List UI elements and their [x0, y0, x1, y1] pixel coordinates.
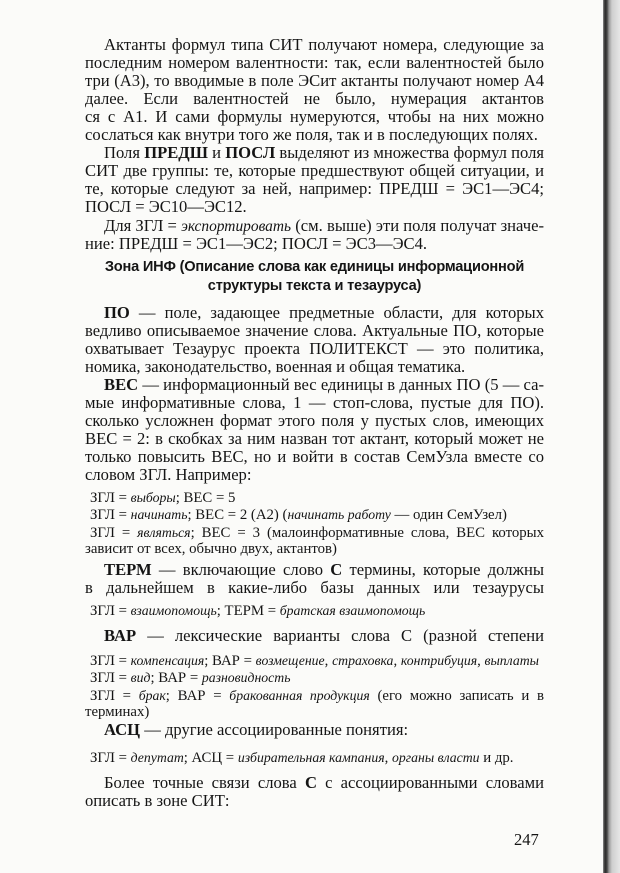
- text-span: ЗГЛ =: [90, 524, 138, 541]
- text-line: [85, 687, 544, 704]
- text-span: Поля: [104, 144, 145, 162]
- examples-asc: [85, 749, 544, 766]
- text-span: ; ВАР =: [204, 653, 256, 669]
- text-line: [85, 144, 544, 162]
- text-line: [85, 54, 544, 72]
- text-span: и: [207, 144, 226, 162]
- text-line: [85, 108, 544, 126]
- text-line: [85, 561, 544, 579]
- bold-term: АСЦ: [104, 721, 141, 739]
- italic-term: взаимопомощь: [130, 603, 217, 618]
- bold-term: ПО: [104, 304, 130, 322]
- examples-term: [85, 602, 544, 619]
- text-span: ЗГЛ =: [90, 507, 131, 524]
- italic-term: органы власти: [392, 750, 480, 765]
- text-line: [85, 412, 544, 430]
- text-line: [85, 524, 544, 541]
- text-span: словом ЗГЛ. Например:: [85, 466, 252, 485]
- text-span: Более точные связи слова: [104, 774, 305, 792]
- text-span: описать в зоне СИТ:: [85, 792, 230, 811]
- text-line: [85, 304, 544, 322]
- text-line: [85, 430, 544, 448]
- text-line: [85, 340, 544, 358]
- text-span: Для ЗГЛ =: [104, 217, 182, 235]
- text-line: [85, 217, 544, 235]
- bold-term: С: [304, 774, 317, 792]
- text-span: ; ВАР =: [150, 670, 202, 687]
- text-line: [85, 72, 544, 90]
- text-span: ние: ПРЕДШ = ЭС1—ЭС2; ПОСЛ = ЭС3—ЭС4.: [85, 235, 428, 254]
- text-line: [85, 669, 544, 686]
- text-span: и др.: [479, 750, 514, 766]
- text-span: (см. выше) эти поля получат значе-: [291, 217, 544, 235]
- section-heading: [85, 258, 544, 296]
- section-heading-line-1: Зона ИНФ (Описание слова как единицы информационной: [104, 259, 525, 275]
- text-span: последним номером валентности: так, если валентностей было: [85, 54, 544, 73]
- paragraph-po: [85, 304, 544, 376]
- text-line: [85, 466, 544, 484]
- italic-term: избирательная кампания: [237, 750, 385, 765]
- text-line: [85, 448, 544, 466]
- text-span: ; АСЦ =: [183, 750, 238, 766]
- text-line: [85, 394, 544, 412]
- text-line: [85, 126, 544, 144]
- paragraph-term: [85, 561, 544, 597]
- text-span: выделяют из множества формул поля: [275, 144, 544, 162]
- italic-term: депутат: [130, 750, 184, 765]
- italic-term: братская взаимопомощь: [279, 603, 426, 618]
- text-span: охватывает Тезаурус проекта ПОЛИТЕКСТ — это политика,: [85, 340, 544, 359]
- text-line: [85, 322, 544, 340]
- bold-term: С: [330, 561, 343, 579]
- text-span: термины, которые должны: [349, 561, 544, 579]
- text-span: ЗГЛ =: [90, 603, 131, 619]
- italic-term: экспортировать: [181, 218, 292, 235]
- paragraph-closing: [85, 774, 544, 810]
- text-line: [85, 627, 544, 645]
- text-span: — лексические варианты слова С (разной степени: [147, 627, 544, 645]
- text-line: [85, 90, 544, 108]
- text-line: [85, 180, 544, 198]
- bold-term: ТЕРМ: [104, 561, 152, 579]
- text-span: ,: [393, 653, 401, 669]
- text-span: те, которые следуют за ней, например: ПРЕДШ = ЭС1—ЭС4;: [85, 180, 544, 199]
- text-line: [85, 376, 544, 394]
- paragraph-predsh-posl: [85, 144, 544, 216]
- section-heading-line-2: структуры текста и тезауруса): [207, 278, 422, 294]
- text-span: сколько усложнен формат этого поля у пустых слов, имеющих: [85, 412, 544, 431]
- text-line: [85, 652, 544, 669]
- text-span: ЗГЛ =: [90, 490, 131, 506]
- text-span: с ассоциированными словами: [325, 774, 544, 792]
- italic-term: вид: [130, 670, 151, 686]
- text-span: ВЕС = 2: в скобках за ним назван тот актант, который может не: [85, 430, 544, 449]
- text-span: ПОСЛ = ЭС10—ЭС12.: [85, 198, 247, 217]
- italic-term: бракованная продукция: [229, 687, 370, 703]
- italic-term: страховка: [332, 653, 394, 668]
- text-span: СИТ две группы: те, которые предшествуют общей ситуации, и: [85, 162, 544, 181]
- text-line: [85, 792, 544, 810]
- bold-term: ВЕС: [104, 376, 139, 394]
- italic-term: начинать: [130, 507, 188, 523]
- paragraph-ves: [85, 376, 544, 485]
- text-line: [85, 489, 544, 506]
- text-span: в дальнейшем в какие-либо базы данных или тезаурусы: [85, 579, 544, 598]
- text-span: Актанты формул типа СИТ получают номера, следующие за: [104, 36, 544, 54]
- text-span: — поле, задающее предметные области, для которых: [138, 304, 544, 322]
- text-line: [85, 579, 544, 597]
- text-line: [85, 198, 544, 216]
- italic-term: контрибуция: [400, 653, 478, 668]
- italic-term: являться: [137, 524, 191, 540]
- italic-term: выборы: [130, 490, 176, 505]
- text-span: мые информативные слова, 1 — стоп-слова, пустые для ПО).: [85, 394, 544, 413]
- text-span: зависит от всех, обычно двух, актантов): [85, 540, 337, 557]
- text-span: сослаться как внутри того же поля, так и в последующих полях.: [85, 126, 538, 145]
- text-line: [85, 235, 544, 253]
- text-span: — информационный вес единицы в данных ПО (5 — са-: [138, 376, 544, 394]
- paragraph-var: [85, 627, 544, 645]
- text-line: [85, 162, 544, 180]
- italic-term: компенсация: [130, 653, 205, 668]
- text-span: ЗГЛ =: [90, 670, 131, 687]
- text-line: [85, 704, 544, 721]
- text-line: [85, 721, 544, 739]
- bold-term: ПРЕДШ: [144, 144, 208, 162]
- italic-term: возмещение: [255, 653, 325, 668]
- text-span: (его можно записать и в: [369, 687, 544, 704]
- text-span: — один СемУзел): [390, 507, 507, 524]
- italic-term: брак: [138, 687, 166, 703]
- text-span: ЗГЛ =: [90, 750, 131, 766]
- text-line: [85, 36, 544, 54]
- text-span: ; ВЕС = 5: [175, 490, 236, 506]
- examples-var: [85, 652, 544, 721]
- text-span: только повысить ВЕС, но и войти в состав СемУзла вместе со: [85, 448, 544, 467]
- paragraph-zgl-example: [85, 217, 544, 253]
- text-span: ; ВЕС = 3 (малоинформативные слова, ВЕС которых: [190, 524, 544, 541]
- text-span: ; ВАР =: [165, 687, 230, 704]
- italic-term: разновидность: [201, 670, 291, 686]
- paragraph-asc: [85, 721, 544, 739]
- text-line: [85, 358, 544, 376]
- book-binding-shadow: [603, 0, 620, 873]
- text-span: ; ТЕРМ =: [216, 603, 280, 619]
- text-line: [85, 749, 544, 766]
- text-span: ведливо описываемое значение слова. Актуальные ПО, которые: [85, 322, 544, 341]
- text-line: [85, 541, 544, 558]
- text-span: ; ВЕС = 2 (А2) (: [187, 507, 288, 524]
- text-span: — другие ассоциированные понятия:: [140, 721, 409, 739]
- text-line: [85, 506, 544, 523]
- text-span: ся с А1. И сами формулы нумеруются, чтобы на них можно: [85, 108, 544, 127]
- examples-ves: [85, 489, 544, 558]
- italic-term: начинать работу: [287, 507, 391, 523]
- text-span: ,: [477, 653, 485, 669]
- text-span: терминах): [85, 703, 150, 720]
- page-number: 247: [514, 830, 539, 849]
- paragraph-actant-numbering: [85, 36, 544, 145]
- italic-term: выплаты: [484, 653, 539, 668]
- text-span: — включающие слово: [151, 561, 331, 579]
- text-span: далее. Если валентностей не было, нумерация актантов: [85, 90, 544, 109]
- bold-term: ПОСЛ: [225, 144, 276, 162]
- text-span: номика, законодательство, военная и общая тематика.: [85, 358, 466, 377]
- text-span: ,: [324, 653, 333, 669]
- text-span: ,: [384, 750, 393, 766]
- bold-term: ВАР: [104, 627, 137, 645]
- text-span: три (А3), то вводимые в поле ЭСит актанты получают номер А4: [85, 72, 544, 91]
- text-span: ЗГЛ =: [90, 653, 131, 669]
- text-span: ЗГЛ =: [90, 687, 139, 704]
- text-line: [85, 602, 544, 619]
- text-line: [85, 774, 544, 792]
